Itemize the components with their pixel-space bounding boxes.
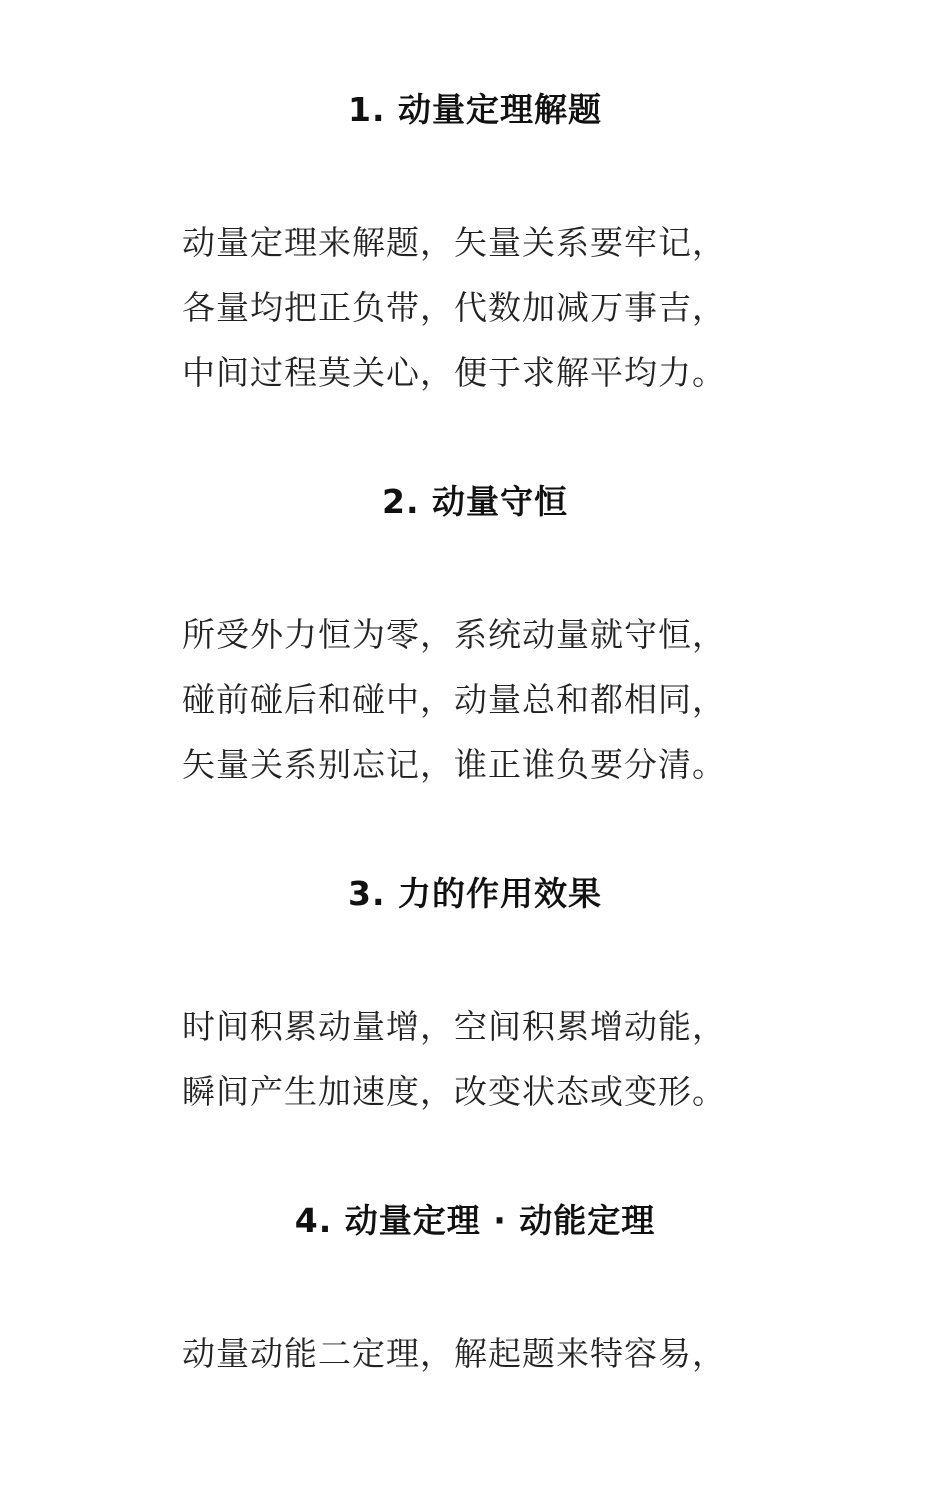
- section-heading-4: 4. 动量定理 · 动能定理: [294, 1201, 656, 1240]
- section-heading-2: 2. 动量守恒: [382, 482, 568, 521]
- verse-line: 各量均把正负带，代数加减万事吉，: [182, 288, 726, 327]
- verse-line: 动量定理来解题，矢量关系要牢记，: [182, 223, 726, 262]
- verse-line: 所受外力恒为零，系统动量就守恒，: [182, 615, 726, 654]
- section-heading-1: 1. 动量定理解题: [348, 90, 602, 129]
- verse-line: 矢量关系别忘记，谁正谁负要分清。: [182, 745, 726, 784]
- verse-line: 时间积累动量增，空间积累增动能，: [182, 1007, 726, 1046]
- verse-line: 动量动能二定理，解起题来特容易，: [182, 1334, 726, 1373]
- verse-block-1: [182, 210, 782, 405]
- verse-line: 瞬间产生加速度，改变状态或变形。: [182, 1072, 726, 1111]
- section-heading-3: 3. 力的作用效果: [348, 874, 602, 913]
- verse-line: 中间过程莫关心，便于求解平均力。: [182, 353, 726, 392]
- verse-block-4: [182, 1321, 782, 1386]
- verse-line: 碰前碰后和碰中，动量总和都相同，: [182, 680, 726, 719]
- verse-block-3: [182, 994, 782, 1124]
- verse-block-2: [182, 602, 782, 797]
